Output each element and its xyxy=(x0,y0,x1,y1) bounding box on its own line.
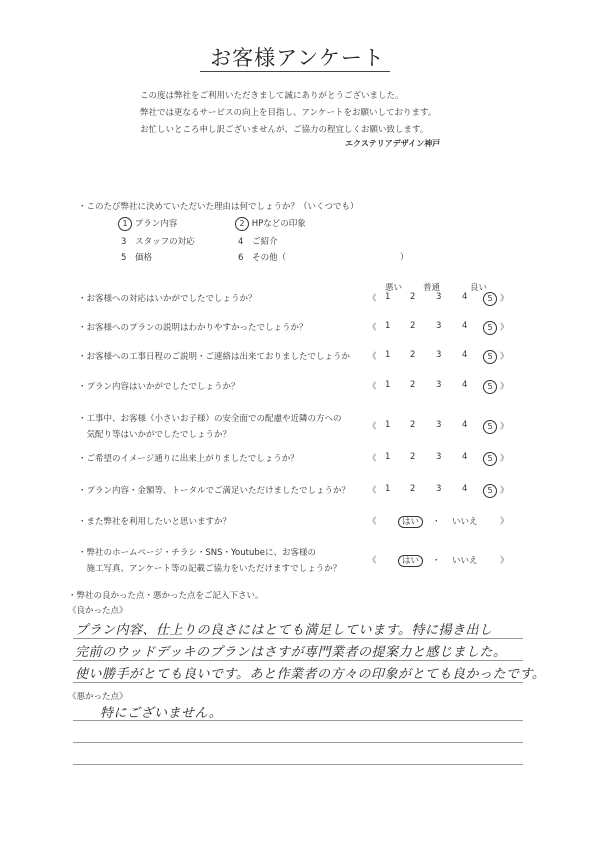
yes-option-text: はい xyxy=(398,516,423,528)
yes-option[interactable] xyxy=(398,554,423,566)
rating-number: 2 xyxy=(410,321,416,331)
scale-header-good: 良い xyxy=(470,283,488,293)
yesno-close-paren xyxy=(500,515,509,527)
no-option[interactable] xyxy=(452,515,478,527)
scale-close-paren: 》 xyxy=(500,382,509,392)
rating-number: 4 xyxy=(462,380,468,390)
reason-option-1[interactable] xyxy=(118,217,177,231)
no-option-text: いいえ xyxy=(452,517,478,527)
rating-question: ・プラン内容はいかがでしたでしょうか？ xyxy=(78,382,240,392)
yes-option-text: はい xyxy=(398,555,423,567)
title-underline xyxy=(200,71,390,72)
scale-close-paren: 》 xyxy=(500,454,509,464)
rating-number: 2 xyxy=(410,380,416,390)
rating-option-4[interactable] xyxy=(462,292,467,302)
rating-option-2[interactable] xyxy=(410,380,415,390)
rating-option-1[interactable] xyxy=(385,380,390,390)
rating-option-2[interactable] xyxy=(410,452,415,462)
rating-number: 4 xyxy=(462,484,468,494)
intro-line: この度は弊社をご利用いただきまして誠にありがとうございました。 xyxy=(140,91,404,101)
option-number: 3 xyxy=(121,237,127,247)
rating-number: 3 xyxy=(436,484,442,494)
page-title: お客様アンケート xyxy=(210,46,385,70)
reason-option-2[interactable] xyxy=(235,217,306,231)
yesno-separator xyxy=(432,554,441,566)
rating-option-2[interactable] xyxy=(410,292,415,302)
reason-option-3[interactable] xyxy=(121,235,195,247)
scale-header-normal: 普通 xyxy=(423,283,441,293)
good-points-label: 《良かった点》 xyxy=(68,606,128,616)
rating-option-1[interactable] xyxy=(385,321,390,331)
rating-option-4[interactable] xyxy=(462,484,467,494)
yesno-close-paren-text: 》 xyxy=(500,517,509,527)
rating-option-2[interactable] xyxy=(410,321,415,331)
scale-close-paren: 》 xyxy=(500,294,509,304)
scale-close-paren: 》 xyxy=(500,486,509,496)
rating-number: 1 xyxy=(385,350,391,360)
yesno-open-paren xyxy=(368,515,377,527)
rating-option-5[interactable] xyxy=(483,452,497,466)
no-option[interactable] xyxy=(452,554,478,566)
rating-number: 2 xyxy=(410,350,416,360)
rating-option-4[interactable] xyxy=(462,321,467,331)
scale-open-paren: 《 xyxy=(368,382,377,392)
option-label: 価格 xyxy=(135,253,153,263)
option-number: 2 xyxy=(235,217,249,231)
intro-line: 弊社では更なるサービスの向上を目指し、アンケートをお願いしております。 xyxy=(140,108,437,118)
rating-option-5[interactable] xyxy=(483,321,497,335)
rating-number: 2 xyxy=(410,484,416,494)
rating-number: 1 xyxy=(385,420,391,430)
rating-number: 5 xyxy=(483,350,497,364)
rating-number: 5 xyxy=(483,452,497,466)
rating-number: 4 xyxy=(462,292,468,302)
rating-option-3[interactable] xyxy=(436,484,441,494)
rating-number: 1 xyxy=(385,292,391,302)
scale-open-paren: 《 xyxy=(368,323,377,333)
rating-option-5[interactable] xyxy=(483,484,497,498)
rating-number: 4 xyxy=(462,321,468,331)
rating-number: 3 xyxy=(436,420,442,430)
rating-number: 2 xyxy=(410,420,416,430)
rating-option-4[interactable] xyxy=(462,452,467,462)
reason-option-5[interactable] xyxy=(121,251,152,263)
option-label: ご紹介 xyxy=(252,237,278,247)
rating-number: 5 xyxy=(483,484,497,498)
yesno-close-paren xyxy=(500,554,509,566)
scale-header-bad: 悪い xyxy=(385,283,403,293)
good-comment-line: 使い勝手がとても良いです。あと作業者の方々の印象がとても良かったです。 xyxy=(75,667,546,682)
writing-line xyxy=(73,682,523,683)
scale-open-paren: 《 xyxy=(368,422,377,432)
yesno-separator-text: ・ xyxy=(432,517,441,527)
scale-open-paren: 《 xyxy=(368,454,377,464)
rating-option-5[interactable] xyxy=(483,380,497,394)
yesno-open-paren-text: 《 xyxy=(368,556,377,566)
rating-number: 5 xyxy=(483,321,497,335)
intro-line: お忙しいところ申し訳ございませんが、ご協力の程宜しくお願い致します。 xyxy=(140,125,429,135)
rating-number: 2 xyxy=(410,292,416,302)
rating-option-2[interactable] xyxy=(410,350,415,360)
writing-line xyxy=(73,660,523,661)
rating-option-4[interactable] xyxy=(462,420,467,430)
rating-number: 3 xyxy=(436,292,442,302)
yesno-close-paren-text: 》 xyxy=(500,556,509,566)
rating-option-2[interactable] xyxy=(410,420,415,430)
rating-question: ・お客様への対応はいかがでしたでしょうか？ xyxy=(78,294,257,304)
yesno-question: 施工写真、アンケート等の記載ご協力をいただけますでしょうか？ xyxy=(78,564,342,574)
scale-open-paren: 《 xyxy=(368,294,377,304)
rating-number: 4 xyxy=(462,350,468,360)
rating-number: 2 xyxy=(410,452,416,462)
yesno-question: ・また弊社を利用したいと思いますか？ xyxy=(78,517,232,527)
option-label: その他（ xyxy=(252,253,287,263)
rating-option-5[interactable] xyxy=(483,350,497,364)
scale-close-paren: 》 xyxy=(500,352,509,362)
rating-option-1[interactable] xyxy=(385,292,390,302)
rating-number: 1 xyxy=(385,321,391,331)
good-comment-line: プラン内容、仕上りの良さにはとても満足しています。特に揚き出し xyxy=(75,623,493,638)
rating-number: 5 xyxy=(483,420,497,434)
rating-number: 5 xyxy=(483,292,497,306)
yes-option[interactable] xyxy=(398,515,423,527)
option-number: 1 xyxy=(118,217,132,231)
bad-comment-line: 特にございません。 xyxy=(100,706,223,721)
rating-number: 1 xyxy=(385,484,391,494)
rating-option-5[interactable] xyxy=(483,420,497,434)
rating-question: ・お客様へのプランの説明はわかりやすかったでしょうか？ xyxy=(78,323,308,333)
yesno-separator-text: ・ xyxy=(432,556,441,566)
scale-close-paren: 》 xyxy=(500,422,509,432)
rating-option-1[interactable] xyxy=(385,420,390,430)
good-comment-line: 完前のウッドデッキのプランはさすが専門業者の提案力と感じました。 xyxy=(75,645,507,660)
rating-question: ・プラン内容・金額等、トータルでご満足いただけましたでしょうか？ xyxy=(78,486,351,496)
rating-number: 4 xyxy=(462,420,468,430)
option-number: 4 xyxy=(238,237,244,247)
rating-option-3[interactable] xyxy=(436,321,441,331)
bad-points-label: 《悪かった点》 xyxy=(68,692,128,702)
rating-option-3[interactable] xyxy=(436,380,441,390)
rating-number: 4 xyxy=(462,452,468,462)
rating-number: 1 xyxy=(385,380,391,390)
writing-line xyxy=(73,742,523,743)
other-close-paren: ） xyxy=(400,253,409,263)
rating-option-4[interactable] xyxy=(462,350,467,360)
rating-number: 5 xyxy=(483,380,497,394)
option-label: プラン内容 xyxy=(134,219,178,229)
option-number: 5 xyxy=(121,253,127,263)
rating-number: 3 xyxy=(436,350,442,360)
company-name: エクステリアデザイン神戸 xyxy=(345,139,441,148)
option-number: 6 xyxy=(238,253,244,263)
rating-option-3[interactable] xyxy=(436,452,441,462)
reason-question: ・このたび弊社に決めていただいた理由は何でしょうか？（いくつでも） xyxy=(78,202,359,212)
scale-open-paren: 《 xyxy=(368,352,377,362)
rating-question: ・工事中、お客様（小さいお子様）の安全面での配慮や近隣の方への xyxy=(78,414,342,424)
option-label: スタッフの対応 xyxy=(135,237,195,247)
rating-option-2[interactable] xyxy=(410,484,415,494)
option-label: HPなどの印象 xyxy=(251,219,306,229)
rating-question: 気配り等はいかがでしたでしょうか？ xyxy=(78,430,232,440)
yesno-question: ・弊社のホームページ・チラシ・SNS・Youtubeに、お客様の xyxy=(78,548,316,558)
comments-prompt: ・弊社の良かった点・悪かった点をご記入下さい。 xyxy=(68,591,264,601)
rating-number: 3 xyxy=(436,321,442,331)
writing-line xyxy=(73,638,523,639)
reason-option-6[interactable] xyxy=(238,251,286,263)
no-option-text: いいえ xyxy=(452,556,478,566)
rating-option-1[interactable] xyxy=(385,452,390,462)
rating-option-4[interactable] xyxy=(462,380,467,390)
rating-number: 1 xyxy=(385,452,391,462)
scale-open-paren: 《 xyxy=(368,486,377,496)
rating-number: 3 xyxy=(436,452,442,462)
rating-option-3[interactable] xyxy=(436,350,441,360)
rating-question: ・ご希望のイメージ通りに出来上がりましたでしょうか？ xyxy=(78,454,299,464)
yesno-open-paren xyxy=(368,554,377,566)
rating-option-5[interactable] xyxy=(483,292,497,306)
yesno-separator xyxy=(432,515,441,527)
writing-line xyxy=(73,764,523,765)
rating-option-1[interactable] xyxy=(385,484,390,494)
reason-option-4[interactable] xyxy=(238,235,278,247)
rating-question: ・お客様への工事日程のご説明・ご連絡は出来ておりましたでしょうか xyxy=(78,352,351,362)
rating-number: 3 xyxy=(436,380,442,390)
rating-option-1[interactable] xyxy=(385,350,390,360)
scale-close-paren: 》 xyxy=(500,323,509,333)
rating-option-3[interactable] xyxy=(436,420,441,430)
yesno-open-paren-text: 《 xyxy=(368,517,377,527)
rating-option-3[interactable] xyxy=(436,292,441,302)
